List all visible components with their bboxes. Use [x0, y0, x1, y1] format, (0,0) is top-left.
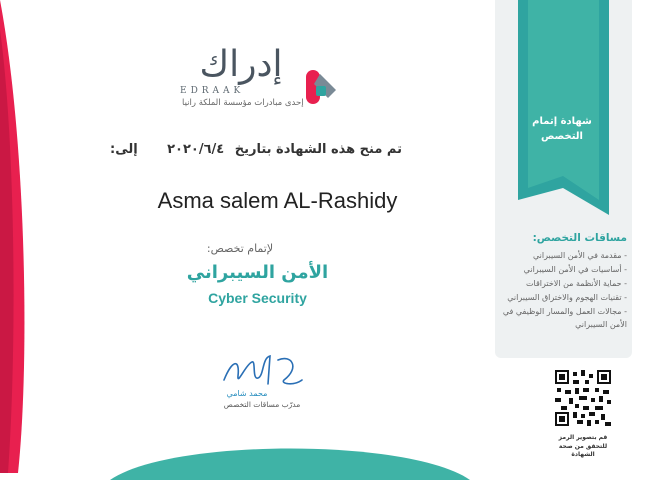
signature-mark [218, 350, 308, 394]
courses-title: مساقات التخصص: [532, 232, 627, 244]
specialization-english: Cyber Security [208, 290, 307, 306]
courses-list [500, 250, 627, 333]
logo-arabic-wordmark: إدراك [199, 44, 283, 85]
course-item: - أساسيات في الأمن السيبراني [523, 265, 627, 274]
completion-label: لإتمام تخصص: [206, 242, 274, 255]
signatory-role: مدرّب مساقات التخصص [223, 400, 301, 409]
to-label: إلى: [110, 142, 138, 157]
award-date: ٢٠٢٠/٦/٤ [167, 142, 225, 157]
award-text: تم منح هذه الشهادة بتاريخ [234, 142, 402, 157]
course-item: - مقدمة في الأمن السيبراني [533, 251, 627, 260]
signatory-name: محمد شامي [226, 389, 268, 398]
specialization-arabic: الأمن السيبراني [186, 262, 329, 283]
edraak-mark-icon [304, 68, 342, 106]
qr-caption: قم بتصوير الرمز للتحقق من صحة الشهادة [558, 434, 608, 458]
edraak-logo [176, 42, 346, 122]
ribbon-title: شهادة إتمام التخصص [532, 116, 592, 142]
course-item: - مجالات العمل والمسار الوظيفي في الأمن السيبراني [502, 307, 627, 329]
bottom-decorative-arc [110, 440, 470, 480]
logo-latin-wordmark: EDRAAK [180, 86, 245, 96]
logo-tagline: إحدى مبادرات مؤسسة الملكة رانيا [182, 98, 304, 108]
recipient-name: Asma salem AL-Rashidy [157, 188, 398, 213]
award-line [110, 142, 402, 157]
course-item: - حماية الأنظمة من الاختراقات [525, 279, 627, 288]
qr-code-icon [555, 370, 611, 426]
course-item: - تقنيات الهجوم والاختراق السيبراني [507, 293, 627, 302]
certificate-ribbon [518, 0, 609, 215]
left-decorative-arc [0, 0, 40, 473]
